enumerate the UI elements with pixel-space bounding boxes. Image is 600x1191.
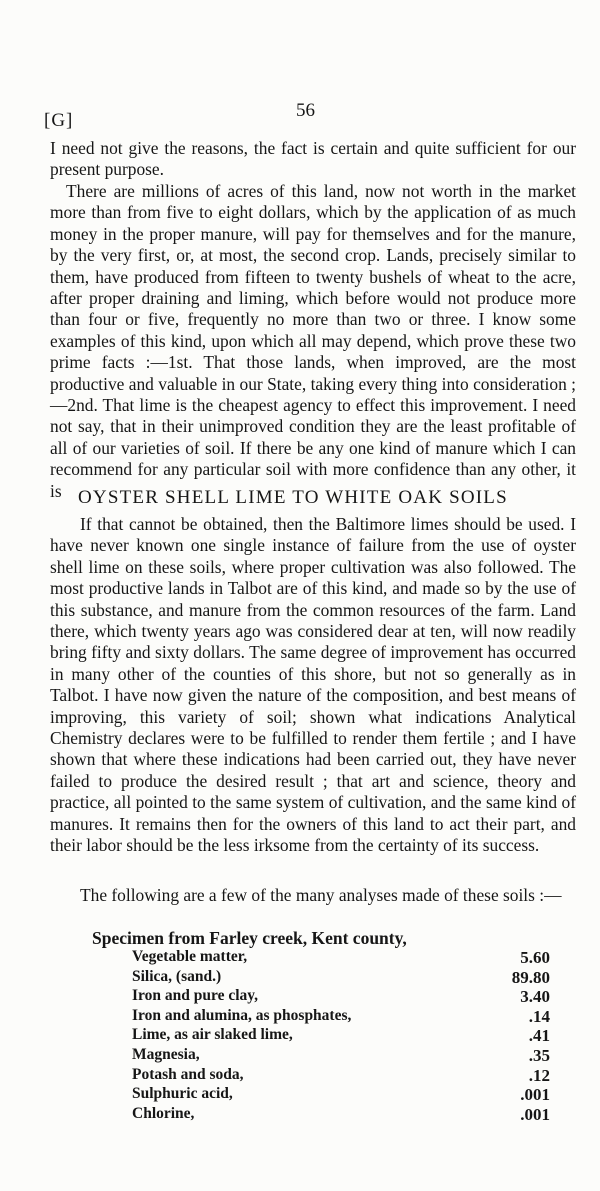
section-heading: OYSTER SHELL LIME TO WHITE OAK SOILS — [78, 487, 508, 508]
row-value: .12 — [528, 1065, 550, 1085]
row-value: .41 — [528, 1026, 550, 1046]
table-row — [132, 968, 562, 988]
table-row — [132, 1046, 562, 1066]
row-value: .001 — [520, 1085, 550, 1105]
paragraph-intro: I need not give the reasons, the fact is certain and quite sufficient for our present purpose. — [50, 138, 576, 180]
row-label: Magnesia, — [132, 1045, 200, 1063]
row-label: Potash and soda, — [132, 1065, 244, 1083]
table-row — [132, 1066, 562, 1086]
table-row — [132, 1007, 562, 1027]
table-row — [132, 1105, 562, 1125]
table-row — [132, 987, 562, 1007]
table-row — [132, 1026, 562, 1046]
row-value: 89.80 — [511, 967, 550, 987]
specimen-title: Specimen from Farley creek, Kent county, — [92, 928, 407, 948]
row-label: Silica, (sand.) — [132, 967, 222, 985]
analysis-table — [132, 948, 562, 1124]
row-label: Iron and pure clay, — [132, 987, 259, 1005]
page-number: 56 — [296, 100, 315, 121]
row-label: Lime, as air slaked lime, — [132, 1026, 293, 1044]
row-label: Iron and alumina, as phosphates, — [132, 1006, 352, 1024]
row-label: Vegetable matter, — [132, 948, 248, 965]
paragraph-land-value: There are millions of acres of this land, now not worth in the market more than from five to eight dollars, which by the application of as much money in the proper manure, will pay for themselves and for the manure, by the very first, or, at most, the second crop. Lands, precisely similar to them, have produced from fifteen to twenty bushels of wheat to the acre, after proper draining and liming, which before would not produce more than four or five, frequently no more than two or three. I know some examples of this kind, upon which all may depend, which prove these two prime facts :—1st. That those lands, when improved, are the most productive and valuable in our State, taking every thing into consideration ;—2nd. That lime is the cheapest agency to effect this improvement. I need not say, that in their unimproved condition they are the least profitable of all of our varieties of soil. If there be any one kind of manure which I can recommend for any particular soil with more confidence than any other, it is — [50, 181, 576, 501]
table-row — [132, 1085, 562, 1105]
paragraph-oyster-lime: If that cannot be obtained, then the Baltimore limes should be used. I have never known one single instance of failure from the use of oyster shell lime on these soils, where proper cultivation was also followed. The most productive lands in Talbot are of this kind, and made so by the use of this substance, and manure from the common resources of the farm. Land there, which twenty years ago was considered dear at ten, will now readily bring fifty and sixty dollars. The same degree of improvement has occurred in many other of the counties of this shore, but not so generally as in Talbot. I have now given the nature of the composition, and best means of improving, this variety of soil; shown what indications Analytical Chemistry declares were to be fulfilled to render them fertile ; and I have shown that where these indications had been carried out, they have never failed to produce the desired result ; that art and science, theory and practice, all pointed to the same system of cultivation, and the same kind of manures. It remains then for the owners of this land to act their part, and their labor should be the less irksome from the certainty of its success. — [50, 514, 576, 856]
row-value: 3.40 — [520, 987, 550, 1007]
row-label: Sulphuric acid, — [132, 1085, 233, 1103]
row-value: .35 — [528, 1045, 550, 1065]
row-value: 5.60 — [520, 948, 550, 967]
table-row — [132, 948, 562, 968]
row-label: Chlorine, — [132, 1104, 195, 1122]
signature-mark: [G] — [44, 110, 74, 131]
row-value: .001 — [520, 1104, 550, 1124]
paragraph-analyses-intro: The following are a few of the many analyses made of these soils :— — [80, 885, 562, 905]
row-value: .14 — [528, 1006, 550, 1026]
